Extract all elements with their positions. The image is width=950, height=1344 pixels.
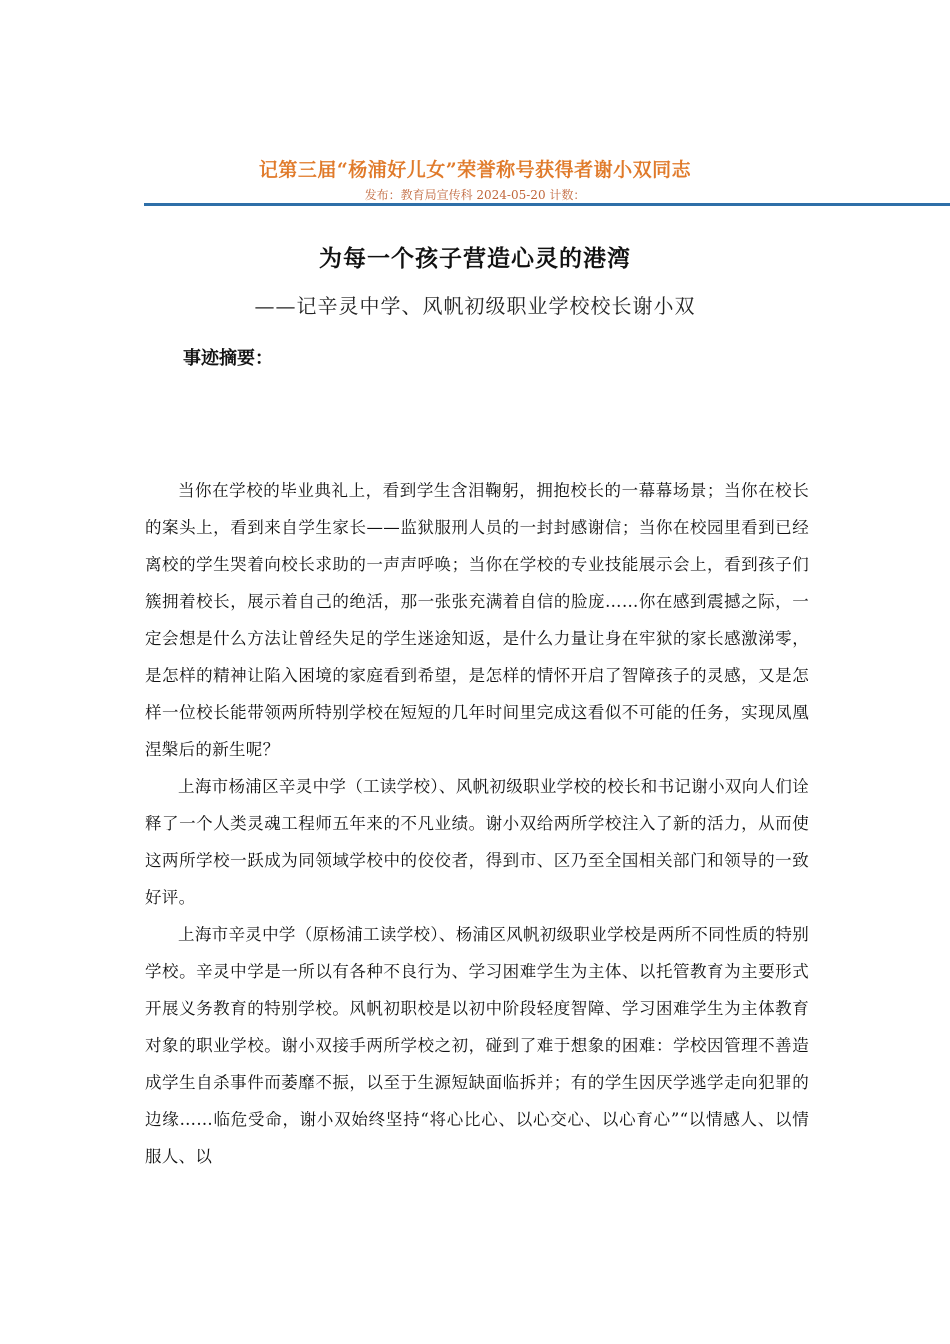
publish-meta: 发布：教育局宣传科 2024-05-20 计数： xyxy=(364,188,586,202)
header-divider xyxy=(144,203,950,206)
article-title: 为每一个孩子营造心灵的港湾 xyxy=(319,245,631,272)
body-paragraph-2: 上海市杨浦区辛灵中学（工读学校）、风帆初级职业学校的校长和书记谢小双向人们诠释了一个人类灵魂工程师五年来的不凡业绩。谢小双给两所学校注入了新的活力，从而使这两所学校一跃成为同领域学校中的佼佼者，得到市、区乃至全国相关部门和领导的一致好评。 xyxy=(145,777,809,907)
article-body xyxy=(145,472,809,1175)
summary-label: 事迹摘要： xyxy=(183,348,273,369)
body-paragraph-1: 当你在学校的毕业典礼上，看到学生含泪鞠躬，拥抱校长的一幕幕场景；当你在校长的案头上，看到来自学生家长——监狱服刑人员的一封封感谢信；当你在校园里看到已经离校的学生哭着向校长求助的一声声呼唤；当你在学校的专业技能展示会上，看到孩子们簇拥着校长，展示着自己的绝活，那一张张充满着自信的脸庞……你在感到震撼之际，一定会想是什么方法让曾经失足的学生迷途知返，是什么力量让身在牢狱的家长感激涕零，是怎样的精神让陷入困境的家庭看到希望，是怎样的情怀开启了智障孩子的灵感，又是怎样一位校长能带领两所特别学校在短短的几年时间里完成这看似不可能的任务，实现凤凰涅槃后的新生呢？ xyxy=(145,481,809,759)
body-paragraph-3: 上海市辛灵中学（原杨浦工读学校）、杨浦区风帆初级职业学校是两所不同性质的特别学校。辛灵中学是一所以有各种不良行为、学习困难学生为主体、以托管教育为主要形式开展义务教育的特别学校。风帆初职校是以初中阶段轻度智障、学习困难学生为主体教育对象的职业学校。谢小双接手两所学校之初，碰到了难于想象的困难：学校因管理不善造成学生自杀事件而萎靡不振，以至于生源短缺面临拆并；有的学生因厌学逃学走向犯罪的边缘……临危受命，谢小双始终坚持“将心比心、以心交心、以心育心”“以情感人、以情服人、以 xyxy=(145,925,809,1166)
document-header-title: 记第三届“杨浦好儿女”荣誉称号获得者谢小双同志 xyxy=(258,159,692,181)
article-subtitle: ——记辛灵中学、风帆初级职业学校校长谢小双 xyxy=(254,294,696,318)
